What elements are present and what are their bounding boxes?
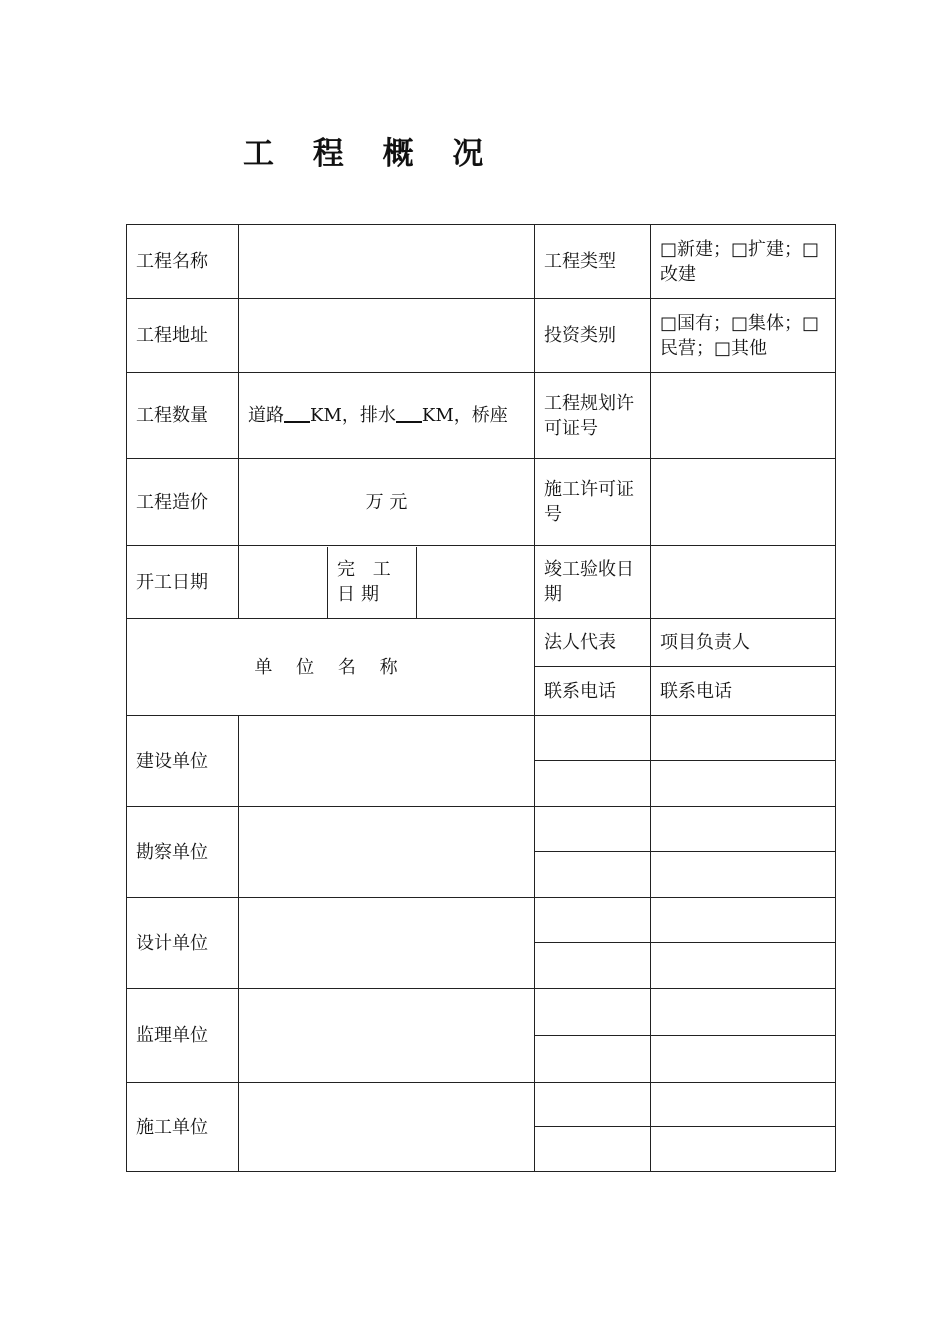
drainage-km-blank[interactable] <box>396 403 422 423</box>
legal-rep-phone-field[interactable] <box>535 761 651 807</box>
project-lead-phone-field[interactable] <box>651 1127 836 1172</box>
project-quantity-field[interactable] <box>239 373 535 459</box>
project-cost-label: 工程造价 <box>127 459 239 546</box>
project-name-field[interactable] <box>239 225 535 299</box>
finish-date-label: 完 工 日期 <box>328 547 417 618</box>
legal-rep-field[interactable] <box>535 989 651 1036</box>
investment-type-label: 投资类别 <box>535 299 651 373</box>
project-lead-field[interactable] <box>651 898 836 943</box>
legal-rep-field[interactable] <box>535 898 651 943</box>
legal-rep-header: 法人代表 <box>535 619 651 667</box>
table-row <box>127 807 836 852</box>
project-name-label: 工程名称 <box>127 225 239 299</box>
table-row <box>127 373 836 459</box>
project-address-field[interactable] <box>239 299 535 373</box>
unit-label-construction-owner: 建设单位 <box>127 716 239 807</box>
acceptance-date-field[interactable] <box>651 546 836 619</box>
legal-rep-phone-field[interactable] <box>535 943 651 989</box>
planning-permit-label: 工程规划许可证号 <box>535 373 651 459</box>
table-row <box>127 619 836 667</box>
unit-label-contractor: 施工单位 <box>127 1083 239 1172</box>
project-lead-phone-field[interactable] <box>651 852 836 898</box>
quantity-road-text: 道路 <box>248 405 284 426</box>
legal-rep-phone-header: 联系电话 <box>535 667 651 716</box>
contractor-unit-name-field[interactable] <box>239 1083 535 1172</box>
construction-permit-field[interactable] <box>651 459 836 546</box>
table-row <box>127 546 836 619</box>
project-cost-field[interactable]: 万 元 <box>239 459 535 546</box>
legal-rep-field[interactable] <box>535 807 651 852</box>
legal-rep-field[interactable] <box>535 1083 651 1127</box>
date-cells <box>239 546 535 619</box>
table-row <box>127 989 836 1036</box>
acceptance-date-label: 竣工验收日期 <box>535 546 651 619</box>
project-address-label: 工程地址 <box>127 299 239 373</box>
supervision-unit-name-field[interactable] <box>239 989 535 1083</box>
quantity-drainage-text: KM，排水 <box>310 405 396 426</box>
unit-label-design: 设计单位 <box>127 898 239 989</box>
unit-label-supervision: 监理单位 <box>127 989 239 1083</box>
legal-rep-field[interactable] <box>535 716 651 761</box>
page-title: 工 程 概 况 <box>243 136 498 172</box>
project-lead-phone-field[interactable] <box>651 761 836 807</box>
quantity-bridge-text: KM，桥座 <box>421 405 508 426</box>
table-row <box>127 225 836 299</box>
table-row <box>127 1083 836 1127</box>
legal-rep-phone-field[interactable] <box>535 852 651 898</box>
project-lead-field[interactable] <box>651 1083 836 1127</box>
survey-unit-name-field[interactable] <box>239 807 535 898</box>
legal-rep-phone-field[interactable] <box>535 1127 651 1172</box>
start-date-label: 开工日期 <box>127 546 239 619</box>
project-quantity-label: 工程数量 <box>127 373 239 459</box>
project-lead-phone-field[interactable] <box>651 943 836 989</box>
project-lead-field[interactable] <box>651 989 836 1036</box>
construction-permit-label: 施工许可证号 <box>535 459 651 546</box>
unit-label-survey: 勘察单位 <box>127 807 239 898</box>
investment-type-options[interactable]: □国有；□集体；□民营；□其他 <box>651 299 836 373</box>
project-overview-table <box>126 224 836 1172</box>
table-row <box>127 459 836 546</box>
table-row <box>127 716 836 761</box>
road-km-blank[interactable] <box>284 403 310 423</box>
table-row <box>127 898 836 943</box>
project-lead-field[interactable] <box>651 807 836 852</box>
design-unit-name-field[interactable] <box>239 898 535 989</box>
project-lead-phone-field[interactable] <box>651 1036 836 1083</box>
project-lead-phone-header: 联系电话 <box>651 667 836 716</box>
project-type-options[interactable]: □新建；□扩建；□改建 <box>651 225 836 299</box>
legal-rep-phone-field[interactable] <box>535 1036 651 1083</box>
unit-name-header: 单 位 名 称 <box>127 619 535 716</box>
finish-date-field[interactable] <box>417 547 534 618</box>
project-lead-field[interactable] <box>651 716 836 761</box>
start-date-field[interactable] <box>239 547 328 618</box>
project-type-label: 工程类型 <box>535 225 651 299</box>
project-lead-header: 项目负责人 <box>651 619 836 667</box>
construction-owner-name-field[interactable] <box>239 716 535 807</box>
table-row <box>127 299 836 373</box>
planning-permit-field[interactable] <box>651 373 836 459</box>
